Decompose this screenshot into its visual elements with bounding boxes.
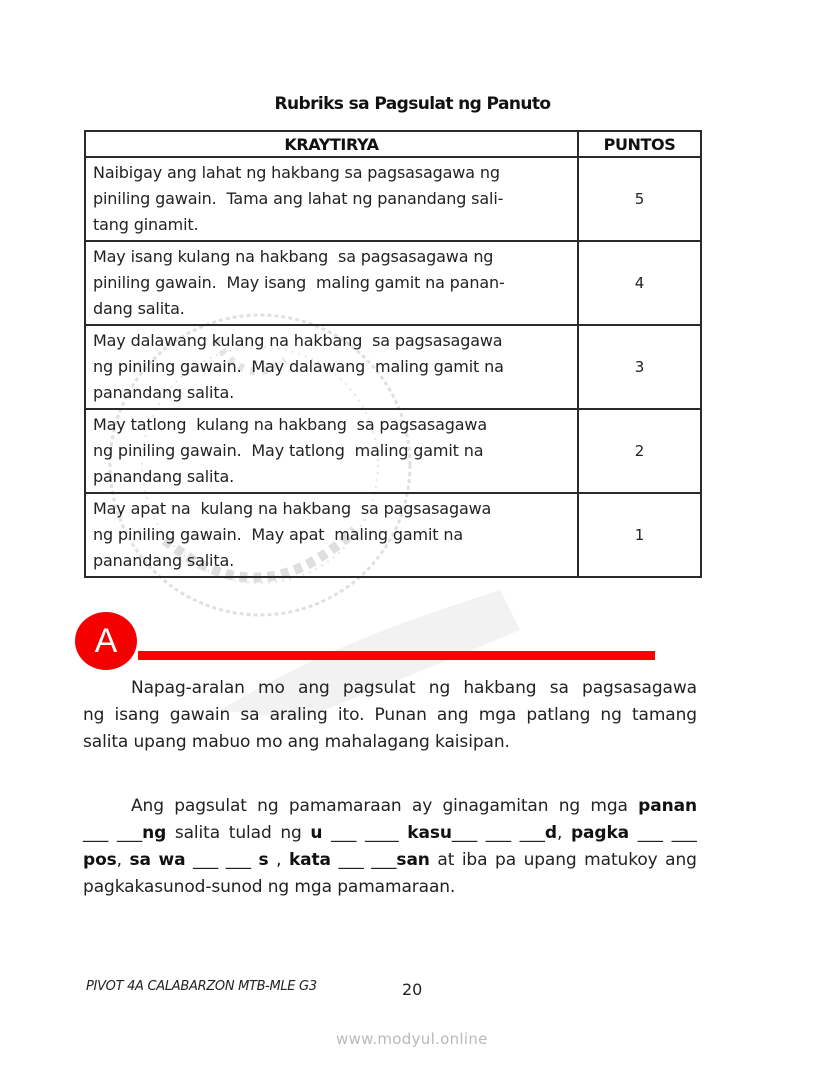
fill-word: [83, 847, 122, 874]
fill-segment: ___: [338, 850, 364, 870]
criterion-line: piniling gawain. Tama ang lahat ng panandang sali-: [93, 189, 504, 208]
fill-segment: pamamaraan: [288, 796, 402, 816]
fill-line: [83, 820, 697, 847]
fill-segment: pagkakasunod-sunod ng mga pamamaraan.: [83, 877, 456, 897]
criterion-line: dang salita.: [93, 299, 185, 318]
intro-word: ng: [83, 705, 105, 725]
criterion-cell: [85, 241, 578, 325]
rubric-header-row: [85, 131, 701, 157]
intro-word: ng: [600, 705, 622, 725]
rubric-row: [85, 157, 701, 241]
fill-segment: at: [437, 850, 455, 870]
fill-word: [365, 820, 399, 847]
fill-word: [289, 793, 402, 820]
fill-word: [412, 793, 432, 820]
fill-word: [130, 847, 151, 874]
fill-bold-segment: panan: [638, 796, 697, 816]
criterion-line: ng piniling gawain. May apat maling gamit na: [93, 525, 463, 544]
fill-segment: ay: [411, 796, 433, 816]
criterion-line: panandang salita.: [93, 383, 235, 402]
intro-word: isang: [114, 705, 160, 725]
criterion-cell: [85, 325, 578, 409]
fill-word: [257, 793, 278, 820]
rubric-table: [84, 130, 702, 578]
intro-word: tamang: [631, 705, 697, 725]
criterion-line: panandang salita.: [93, 467, 235, 486]
fill-word: [193, 847, 218, 874]
criterion-line: piniling gawain. May isang maling gamit na panan-: [93, 273, 505, 292]
intro-word: pagsasagawa: [582, 678, 697, 698]
intro-line-text: salita upang mabuo mo ang mahalagang kaisipan.: [83, 732, 510, 752]
section-divider-bar: [138, 651, 655, 660]
fill-word: [131, 793, 164, 820]
fill-bold-segment: pagka: [570, 823, 630, 843]
page-number: 20: [402, 980, 423, 999]
fill-word: [310, 820, 322, 847]
fill-word: [590, 793, 627, 820]
fill-word: [571, 820, 629, 847]
fill-word: [559, 793, 580, 820]
fill-word: [462, 847, 488, 874]
fill-bold-segment: d: [544, 823, 557, 843]
intro-word: ang: [436, 705, 469, 725]
criterion-line: May tatlong kulang na hakbang sa pagsasagawa: [93, 415, 488, 434]
fill-word: [83, 820, 108, 847]
fill-segment: matukoy: [584, 850, 658, 870]
intro-word: pagsulat: [342, 678, 416, 698]
fill-segment: ginagamitan: [442, 796, 549, 816]
fill-segment: ang: [665, 850, 697, 870]
fill-word: [117, 820, 166, 847]
fill-word: [289, 847, 331, 874]
fill-segment: ___: [331, 823, 357, 843]
fill-segment: pa: [495, 850, 517, 870]
intro-word: Napag-aralan: [131, 678, 245, 698]
fill-segment: ___: [116, 823, 143, 843]
fill-line: [83, 847, 697, 874]
fill-segment: ___: [519, 823, 545, 843]
fill-bold-segment: wa: [158, 850, 186, 870]
fill-word: [638, 820, 663, 847]
fill-word: [495, 847, 516, 874]
fill-segment: ___: [193, 850, 219, 870]
fill-segment: upang: [523, 850, 577, 870]
fill-segment: ,: [276, 850, 282, 870]
fill-word: [158, 847, 185, 874]
fill-line: [83, 874, 697, 901]
fill-word: [486, 820, 511, 847]
fill-segment: ___: [83, 823, 109, 843]
points-cell: 1: [578, 493, 701, 577]
fill-word: [226, 847, 251, 874]
fill-bold-segment: kata: [288, 850, 331, 870]
fill-segment: ___: [671, 823, 697, 843]
fill-segment: iba: [461, 850, 488, 870]
criterion-line: May dalawang kulang na hakbang sa pagsasagawa: [93, 331, 503, 350]
fill-bold-segment: u: [310, 823, 323, 843]
fill-segment: ng: [558, 796, 581, 816]
fill-segment: ,: [116, 850, 122, 870]
intro-word: gawain: [169, 705, 231, 725]
fill-bold-segment: san: [396, 850, 430, 870]
fill-segment: ___: [371, 850, 397, 870]
rubric-row: [85, 493, 701, 577]
fill-in-paragraph: [83, 793, 697, 901]
rubric-row: [85, 241, 701, 325]
fill-word: [331, 820, 356, 847]
criterion-line: ng piniling gawain. May tatlong maling gamit na: [93, 441, 484, 460]
rubric-row: [85, 325, 701, 409]
intro-line: [83, 675, 697, 702]
fill-word: [174, 793, 247, 820]
criterion-line: Naibigay ang lahat ng hakbang sa pagsasagawa ng: [93, 163, 500, 182]
intro-word: ng: [428, 678, 451, 698]
fill-word: [175, 820, 220, 847]
fill-word: [371, 847, 430, 874]
criterion-line: May isang kulang na hakbang sa pagsasagawa ng: [93, 247, 494, 266]
criterion-cell: [85, 409, 578, 493]
fill-line: [83, 793, 697, 820]
intro-word: ito.: [337, 705, 365, 725]
intro-word: ang: [298, 678, 330, 698]
fill-word: [584, 847, 657, 874]
fill-word: [338, 847, 363, 874]
intro-word: Punan: [374, 705, 427, 725]
fill-segment: ___: [225, 850, 251, 870]
points-cell: 3: [578, 325, 701, 409]
fill-bold-segment: ng: [142, 823, 167, 843]
fill-word: [665, 847, 697, 874]
intro-word: mo: [258, 678, 285, 698]
site-watermark: www.modyul.online: [336, 1030, 488, 1048]
fill-segment: ng: [280, 823, 302, 843]
fill-word: [638, 793, 697, 820]
fill-word: [524, 847, 577, 874]
criterion-line: tang ginamit.: [93, 215, 199, 234]
intro-line: [83, 702, 697, 729]
intro-word: sa: [549, 678, 569, 698]
criterion-line: ng piniling gawain. May dalawang maling gamit na: [93, 357, 504, 376]
rubric-title: Rubriks sa Pagsulat ng Panuto: [274, 94, 551, 114]
intro-word: araling: [269, 705, 328, 725]
points-cell: 4: [578, 241, 701, 325]
fill-word: [520, 820, 563, 847]
fill-segment: pagsulat: [174, 796, 247, 816]
footer-module-label: PIVOT 4A CALABARZON MTB-MLE G3: [86, 979, 317, 994]
fill-bold-segment: s: [258, 850, 269, 870]
intro-word: patlang: [526, 705, 591, 725]
rubric-row: [85, 409, 701, 493]
fill-segment: ,: [556, 823, 563, 843]
points-cell: 2: [578, 409, 701, 493]
criterion-cell: [85, 157, 578, 241]
fill-word: [280, 820, 301, 847]
criterion-cell: [85, 493, 578, 577]
criterion-line: panandang salita.: [93, 551, 235, 570]
intro-word: hakbang: [463, 678, 537, 698]
fill-segment: tulad: [228, 823, 272, 843]
fill-segment: mga: [590, 796, 628, 816]
fill-word: [442, 793, 548, 820]
header-kraytirya: KRAYTIRYA: [85, 131, 578, 157]
intro-word: mga: [478, 705, 517, 725]
fill-segment: ___: [451, 823, 478, 843]
fill-word: [407, 820, 477, 847]
fill-word: [276, 847, 281, 874]
intro-line: [83, 729, 697, 756]
section-a-badge: A: [75, 612, 137, 670]
intro-paragraph: [83, 675, 697, 756]
fill-segment: ___: [637, 823, 663, 843]
fill-bold-segment: pos: [83, 850, 117, 870]
fill-segment: salita: [174, 823, 221, 843]
fill-word: [259, 847, 269, 874]
points-cell: 5: [578, 157, 701, 241]
fill-bold-segment: sa: [129, 850, 151, 870]
header-puntos: PUNTOS: [578, 131, 701, 157]
fill-word: [437, 847, 454, 874]
fill-segment: ng: [257, 796, 279, 816]
fill-segment: ___: [485, 823, 511, 843]
fill-word: [672, 820, 697, 847]
fill-segment: ____: [364, 823, 399, 843]
fill-segment: Ang: [131, 796, 164, 816]
intro-word: sa: [240, 705, 260, 725]
fill-word: [229, 820, 272, 847]
criterion-line: May apat na kulang na hakbang sa pagsasagawa: [93, 499, 492, 518]
fill-bold-segment: kasu: [407, 823, 452, 843]
